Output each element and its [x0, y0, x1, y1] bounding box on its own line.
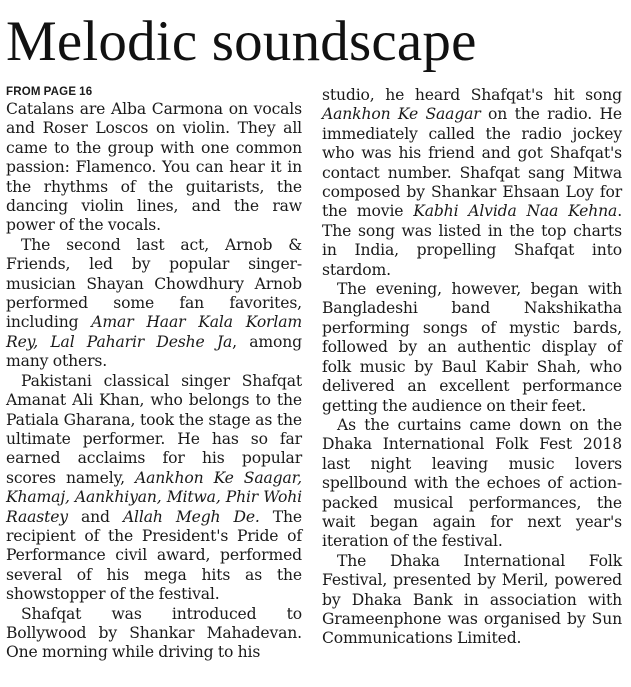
italic-title: Allah Megh De.	[122, 507, 260, 526]
article-paragraph	[322, 416, 622, 552]
article-paragraph	[322, 86, 622, 280]
paragraph-text: The recipient of the President's Pride of Performance civil award, performed several of his mega hits as the showstopper of the festival.	[6, 507, 303, 604]
paragraph-text: on the radio. He immediately called the radio jockey who was his friend and got Shafqat's contact number. Shafqat sang Mitwa composed by Shankar Ehsaan Loy for the movie	[322, 105, 623, 221]
article-paragraph	[322, 280, 622, 416]
article-column-right	[322, 86, 622, 649]
left-column-body	[6, 100, 302, 663]
paragraph-text: The evening, however, began with Bangladeshi band Nakshikatha performing songs of mystic bards, followed by an authentic display of folk music by Baul Kabir Shah, who delivered an excellent performance getting the audience on their feet.	[322, 280, 622, 415]
paragraph-text: and	[67, 507, 123, 526]
paragraph-text: As the curtains came down on the Dhaka International Folk Fest 2018 last night leaving music lovers spellbound with the echoes of action-packed musical performances, the wait began again for next year's iteration of the festival.	[322, 415, 622, 551]
paragraph-text: Shafqat was introduced to Bollywood by Shankar Mahadevan. One morning while driving to his	[6, 604, 302, 662]
article-column-left	[6, 85, 302, 663]
article-paragraph	[6, 605, 302, 663]
paragraph-text: Catalans are Alba Carmona on vocals and Roser Loscos on violin. They all came to the group with one common passion: Flamenco. You can hear it in the rhythms of the guitarists, the dancing violin lines, and the raw power of the vocals.	[6, 100, 302, 235]
italic-title: Aankhon Ke Saagar, Khamaj, Aankhiyan, Mitwa, Phir Wohi Raastey	[6, 468, 302, 526]
paragraph-text: The Dhaka International Folk Festival, presented by Meril, powered by Dhaka Bank in association with Grameenphone was organised by Sun Communications Limited.	[322, 551, 622, 648]
paragraph-text: , among many others.	[6, 332, 302, 371]
italic-title: Amar Haar Kala Korlam Rey, Lal Paharir Deshe Ja	[6, 313, 302, 351]
article-paragraph	[6, 100, 302, 236]
italic-title: Aankhon Ke Saagar	[322, 105, 481, 124]
paragraph-text: . The song was listed in the top charts in India, propelling Shafqat into stardom.	[322, 202, 623, 279]
paragraph-text: studio, he heard Shafqat's hit song	[322, 86, 622, 104]
from-page-label: FROM PAGE 16	[6, 86, 93, 98]
italic-title: Kabhi Alvida Naa Kehna	[413, 202, 618, 221]
article-paragraph	[322, 552, 622, 649]
paragraph-text: Pakistani classical singer Shafqat Amanat Ali Khan, who belongs to the Patiala Gharana, took the stage as the ultimate performer. He has so far earned acclaims for his popular scores namely,	[6, 371, 302, 487]
paragraph-text: The second last act, Arnob & Friends, led by popular singer-musician Shayan Chowdhury Arnob performed some fan favorites, including	[6, 235, 302, 332]
headline: Melodic soundscape	[6, 10, 477, 73]
right-column-body	[322, 86, 622, 649]
article-paragraph	[6, 236, 302, 372]
article-paragraph	[6, 372, 302, 605]
